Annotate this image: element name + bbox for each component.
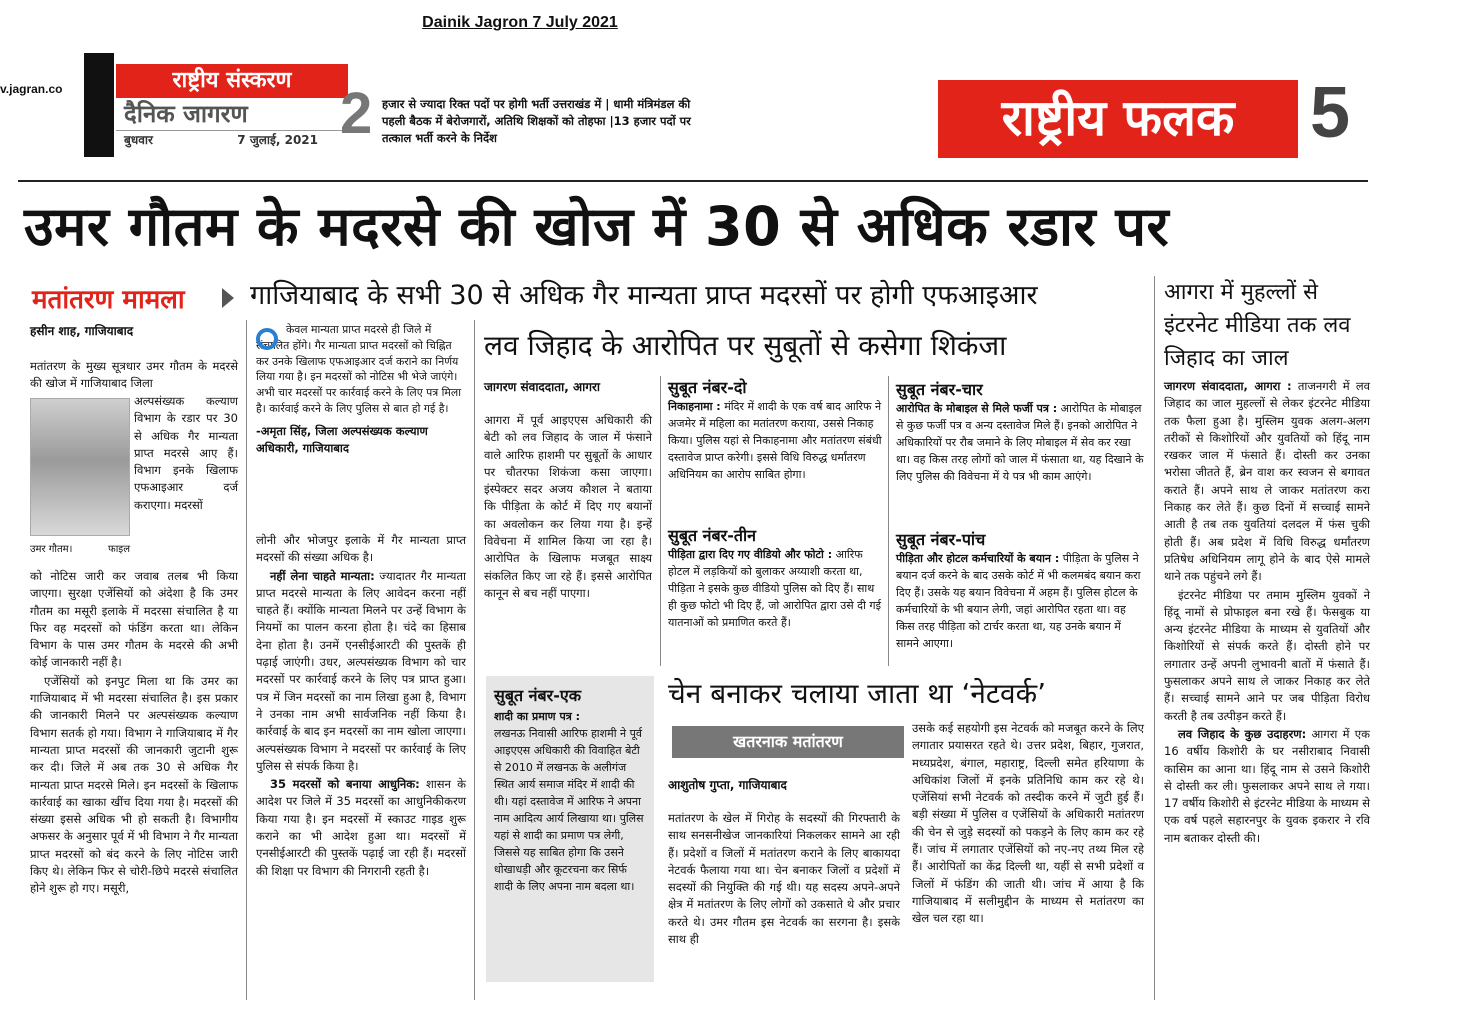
evidence-head: सुबूत नंबर-पांच [896,530,986,549]
network-headline: चेन बनाकर चलाया जाता था ‘नेटवर्क’ [668,677,1046,710]
evidence-4 [896,378,1146,485]
network-col-b: उसके कई सहयोगी इस नेटवर्क को मजबूत करने के लिए लगातार प्रयासरत रहते थे। उत्तर प्रदेश, बिहार, गुजरात, मध्यप्रदेश, बंगाल, महाराष्ट्र, दिल्ली समेत हरियाणा के अधिकांश जिलों में इनके प्रतिनिधि काम कर रहे थे। एजेंसियां सभी नेटवर्क को तस्दीक करने में जुटी हुई हैं। बड़ी संख्या में पुलिस व एजेंसियों के अधिकारी मतांतरण की चेन से जुड़े सदस्यों को पकड़ने के लिए काम कर रहे हैं। जांच में लगातार एजेंसियों को नए-नए तथ्य मिल रहे हैं। आरोपितों का केंद्र दिल्ली था, यहीं से सभी प्रदेशों व जिलों में फंडिंग की जाती थी। जांच में आया है कि गाजियाबाद में सलीमुद्दीन के माध्यम से मतांतरण का खेल चल रहा था। [912,721,1144,926]
love-jihad-body: आगरा में पूर्व आइएएस अधिकारी की बेटी को लव जिहाद के जाल में फंसाने वाले आरिफ हाशमी पर सुबूतों के आधार पर चौतरफा शिकंजा कसा जाएगा। इंस्पेक्टर सदर अजय कौशल ने बताया कि पीड़िता के कोर्ट में दिए गए बयानों का अवलोकन कर लिया गया है। इन्हें विवेचना में शामिल किया जा रहा है। आरोपित के खिलाफ मजबूत साक्ष्य संकलित किए जा रहे हैं। इससे आरोपित कानून से बच नहीं पाएगा। [484,413,652,600]
evidence-3 [668,524,882,631]
divider [474,320,475,1000]
col2-text: ज्यादातर गैर मान्यता प्राप्त मदरसे मान्यता के लिए आवेदन करना नहीं चाहते हैं। क्योंकि मान्यता मिलने पर उन्हें विभाग के नियमों का पालन करना होता है। चंदे का हिसाब देना होता है। उनमें एनसीईआरटी की पुस्तकें ही पढ़ाई जाएंगी। उधर, अल्पसंख्यक विभाग को चार मदरसों पर कार्रवाई करने के लिए पत्र प्राप्त हुआ। पत्र में जिन मदरसों का नाम लिखा हुआ है, विभाग ने उनका नाम अभी सार्वजनिक नहीं किया है। कार्रवाई के बाद इन मदरसों का नाम खोला जाएगा। अल्पसंख्यक विभाग ने मदरसों पर कार्रवाई के लिए पुलिस से संपर्क किया है। [256,568,466,773]
section-title: राष्ट्रीय फलक [938,80,1298,158]
evidence-head: सुबूत नंबर-एक [494,686,581,705]
col2-text: शासन के आदेश पर जिले में 35 मदरसों का आधुनिकीकरण किया गया है। इन मदरसों में स्काउट गाइड शुरू कराने का भी आदेश हुआ था। मदरसों में एनसीईआरटी की पुस्तकें पढ़ाई जा रही हैं। मदरसों की शिक्षा पर विभाग की निगरानी रहती है। [256,777,466,878]
arrow-icon [222,288,234,308]
col2-para [256,776,466,880]
masthead-date-row [116,130,348,148]
official-quote [256,322,466,457]
col2-body [256,532,466,881]
top-rule [18,180,1368,182]
teaser-number: 2 [340,81,373,146]
evidence-text: आरिफ होटल में लड़कियों को बुलाकर अय्याशी करता था, पीड़िता ने इसके कुछ वीडियो पुलिस को दिए हैं। साथ ही कुछ फोटो भी दिए हैं, जो आरोपित द्वारा उसे दी गई यातनाओं को प्रमाणित करते हैं। [668,548,881,629]
evidence-body [668,398,882,483]
divider [246,320,247,1000]
col1-para: को नोटिस जारी कर जवाब तलब भी किया जाएगा। सुरक्षा एजेंसियों को अंदेशा है कि उमर गौतम का मसूरी इलाके में मदरसा संचालित है या फिर वह मदरसों को फंडिंग करता था। लेकिन विभाग के पास उमर गौतम के मदरसे की अभी कोई जानकारी नहीं है। [30,569,238,670]
network-ribbon: खतरनाक मतांतरण [672,726,904,758]
evidence-text: आरोपित के मोबाइल से कुछ फर्जी पत्र व अन्य दस्तावेज मिले हैं। इनको आरोपित ने अधिकारियों पर रौब जमाने के लिए मोबाइल में सेव कर रखा था। वह किस तरह लोगों को जाल में फंसाता था, यह दिखाने के लिए पुलिस की विवेचना में ये पत्र भी काम आएंगे। [896,402,1144,483]
col1-body [30,568,238,899]
photo-caption-label: फाइल [108,544,130,555]
subheadline: गाजियाबाद के सभी 30 से अधिक गैर मान्यता प्राप्त मदरसों पर होगी एफआइआर [250,280,1038,311]
agra-para: इंटरनेट मीडिया पर तमाम मुस्लिम युवकों ने हिंदू नामों से प्रोफाइल बना रखे हैं। फेसबुक या अन्य इंटरनेट मीडिया के माध्यम से युवतियों और किशोरियों से संपर्क करते हैं। दोस्ती होने पर लगातार उन्हें अपनी लुभावनी बातों में फंसाते हैं। फुसलाकर अपने साथ ले जाकर निकाह कर लेते हैं। सच्चाई सामने आने पर जब पीड़िता विरोध करती है तब उत्पीड़न करते हैं। [1164,587,1370,723]
page-number: 5 [1310,73,1351,153]
evidence-head: सुबूत नंबर-चार [896,380,983,399]
quote-text: केवल मान्यता प्राप्त मदरसे ही जिले में संचालित होंगे। गैर मान्यता प्राप्त मदरसों को चिह्नित कर उनके खिलाफ एफआइआर दर्ज कराने का निर्णय लिया गया है। इन मदरसों को नोटिस भी भेजे जाएंगे। अभी चार मदरसों पर कार्रवाई करने के लिए पत्र मिला है। कार्रवाई करने के लिए पुलिस से बात हो गई है। [256,323,461,415]
main-headline: उमर गौतम के मदरसे की खोज में 30 से अधिक रडार पर [24,195,1170,258]
agra-text: आगरा में एक 16 वर्षीय किशोरी के घर नसीराबाद निवासी कासिम का आना था। हिंदू नाम से उसने किशोरी से दोस्ती कर ली। फुसलाकर अपने साथ ले गया। 17 वर्षीय किशोरी से इंटरनेट मीडिया के माध्यम से एक वर्ष पहले सहारनपुर के युवक इकरार ने रवि नाम बताकर दोस्ती की। [1164,726,1371,845]
portrait-photo [30,398,130,536]
col2-subhead: 35 मदरसों को बनाया आधुनिक: [270,777,420,792]
col1-beside-photo: अल्पसंख्यक कल्याण विभाग के रडार पर 30 से अधिक गैर मान्यता प्राप्त मदरसे आए हैं। विभाग इनके खिलाफ एफआइआर दर्ज कराएगा। मदरसों [134,394,238,512]
evidence-label: पीड़िता और होटल कर्मचारियों के बयान : [896,552,1060,565]
masthead [116,64,348,156]
agra-body [1164,378,1370,848]
evidence-body [896,400,1146,485]
evidence-text: लखनऊ निवासी आरिफ हाशमी ने पूर्व आइएएस अधिकारी की विवाहित बेटी से 2010 में लखनऊ के अलीगंज स्थित आर्य समाज मंदिर में शादी की थी। यहां दस्तावेज में आरिफ ने अपना नाम आदित्य आर्य लिखाया था। पुलिस यहां से शादी का प्रमाण पत्र लेगी, जिससे यह साबित होगा कि उसने धोखाधड़ी और कूटरचना कर सिर्फ शादी के लिए अपना नाम बदला था। [494,727,644,893]
col2-subhead: नहीं लेना चाहते मान्यता: [270,568,375,583]
kicker: मतांतरण मामला [32,285,185,315]
col2-para: लोनी और भोजपुर इलाके में गैर मान्यता प्राप्त मदरसों की संख्या अधिक है। [256,533,466,565]
photo-caption [30,541,130,555]
evidence-label: आरोपित के मोबाइल से मिले फर्जी पत्र : [896,402,1058,415]
evidence-label: पीड़िता द्वारा दिए गए वीडियो और फोटो : [668,548,833,561]
network-byline: आशुतोष गुप्ता, गाजियाबाद [668,778,787,792]
masthead-bar [84,53,114,157]
agra-para [1164,726,1370,847]
evidence-head: सुबूत नंबर-तीन [668,526,756,545]
col1-para: एजेंसियों को इनपुट मिला था कि उमर का गाजियाबाद में भी मदरसा संचालित है। इस प्रकार की जानकारी मिलने पर अल्पसंख्यक कल्याण विभाग सतर्क हो गया। विभाग ने गाजियाबाद में गैर मान्यता प्राप्त मदरसों की जानकारी जुटानी शुरू कर दी। जिले में अब तक 30 से अधिक गैर मान्यता प्राप्त मदरसे मिले। इन मदरसों के खिलाफ कार्रवाई का खाका खींच दिया गया है। मदरसों की संख्या इससे अधिक भी हो सकती है। विभागीय अफसर के अनुसार पूर्व में भी विभाग ने गैर मान्यता प्राप्त मदरसों को बंद करने के लिए नोटिस जारी किए थे। लेकिन फिर से चोरी-छिपे मदरसे संचालित होने शुरू हो गए। मसूरी, [30,673,238,896]
network-col-a: मतांतरण के खेल में गिरोह के सदस्यों की गिरफ्तारी के साथ सनसनीखेज जानकारियां निकलकर सामने आ रही हैं। प्रदेशों व जिलों में मतांतरण कराने के लिए बाकायदा नेटवर्क फैलाया गया था। चेन बनाकर जिलों व प्रदेशों में सदस्यों की नियुक्ति की गई थी। यह सदस्य अपने-अपने क्षेत्र में मतांतरण के लिए लोगों को उकसाते थे और प्रचार करते थे। उमर गौतम इस नेटवर्क का सरगना है। इसके साथ ही [668,811,900,947]
page-caption: Dainik Jagron 7 July 2021 [422,14,618,31]
evidence-label: निकाहनामा : [668,400,721,413]
evidence-head: सुबूत नंबर-दो [668,378,747,397]
evidence-label: शादी का प्रमाण पत्र : [494,710,580,723]
evidence-5 [896,528,1146,652]
evidence-body [486,708,654,895]
evidence-body [896,550,1146,652]
divider [660,376,661,666]
love-jihad-byline: जागरण संवाददाता, आगरा [484,380,600,394]
masthead-day: बुधवार [124,133,153,147]
love-jihad-headline: लव जिहाद के आरोपित पर सुबूतों से कसेगा शिकंजा [484,329,1007,362]
divider [888,376,889,666]
paper-name: दैनिक जागरण [124,100,248,128]
photo-caption-name: उमर गौतम। [30,544,73,555]
col1-byline: हसीन शाह, गाजियाबाद [30,324,134,338]
evidence-2 [668,376,882,483]
agra-text: ताजनगरी में लव जिहाद का जाल मुहल्लों से लेकर इंटरनेट मीडिया तक फैला हुआ है। मुस्लिम युवक अलग-अलग तरीकों से किशोरियों और युवतियों को हिंदू नाम रखकर जाल में फंसाते हैं। दोस्ती कर उनका भरोसा जीतते हैं, ब्रेन वाश कर स्वजन से बगावत कराते हैं। अपने साथ ले जाकर मतांतरण करा निकाह कर लेते हैं। कुछ दिनों में सच्चाई सामने आती है तब तक युवतियां दलदल में फंस चुकी होती हैं। अब प्रदेश में विधि विरुद्ध धर्मांतरण प्रतिषेध अधिनियम लागू होने के बाद ऐसे मामले थाने तक पहुंचने लगे हैं। [1164,379,1371,584]
teaser-text: हजार से ज्यादा रिक्त पदों पर होगी भर्ती उत्तराखंड में | धामी मंत्रिमंडल की पहली बैठक में बेरोजगारों, अतिथि शिक्षकों को तोहफा |13 हजार पदों पर तत्काल भर्ती करने के निर्देश [382,97,691,145]
evidence-text: पीड़िता के पुलिस ने बयान दर्ज करने के बाद उसके कोर्ट में भी कलमबंद बयान करा दिए हैं। उसके यह बयान विवेचना में अहम हैं। पुलिस होटल के कर्मचारियों के भी बयान लेगी, जहां आरोपित रहता था। वह किस तरह पीड़िता को टार्चर करता था, यह उनके बयान में सामने आएगा। [896,552,1141,650]
col2-para [256,568,466,776]
agra-byline: जागरण संवाददाता, आगरा : [1164,379,1292,393]
evidence-text: मंदिर में शादी के एक वर्ष बाद आरिफ ने अजमेर में महिला का मतांतरण कराया, उससे निकाह किया। पुलिस यहां से निकाहनामा और मतांतरण संबंधी दस्तावेज प्राप्त करेगी। इससे विधि विरुद्ध धर्मांतरण अधिनियम का आरोप साबित होगा। [668,400,882,481]
evidence-body [668,546,882,631]
evidence-box-1 [486,676,654,982]
edition-label: राष्ट्रीय संस्करण [116,64,348,98]
agra-subhead: लव जिहाद के कुछ उदाहरण: [1178,726,1307,741]
quote-icon [256,328,278,350]
agra-para [1164,378,1370,586]
masthead-date: 7 जुलाई, 2021 [237,133,318,147]
url-fragment: v.jagran.co [0,82,63,96]
agra-headline: आगरा में मुहल्लों से इंटरनेट मीडिया तक लव जिहाद का जाल [1164,280,1351,371]
quote-attribution: -अमृता सिंह, जिला अल्पसंख्यक कल्याण अधिकारी, गाजियाबाद [256,423,428,456]
col1-lead: मतांतरण के मुख्य सूत्रधार उमर गौतम के मदरसे की खोज में गाजियाबाद जिला [30,359,238,391]
divider [1154,276,1155,1000]
